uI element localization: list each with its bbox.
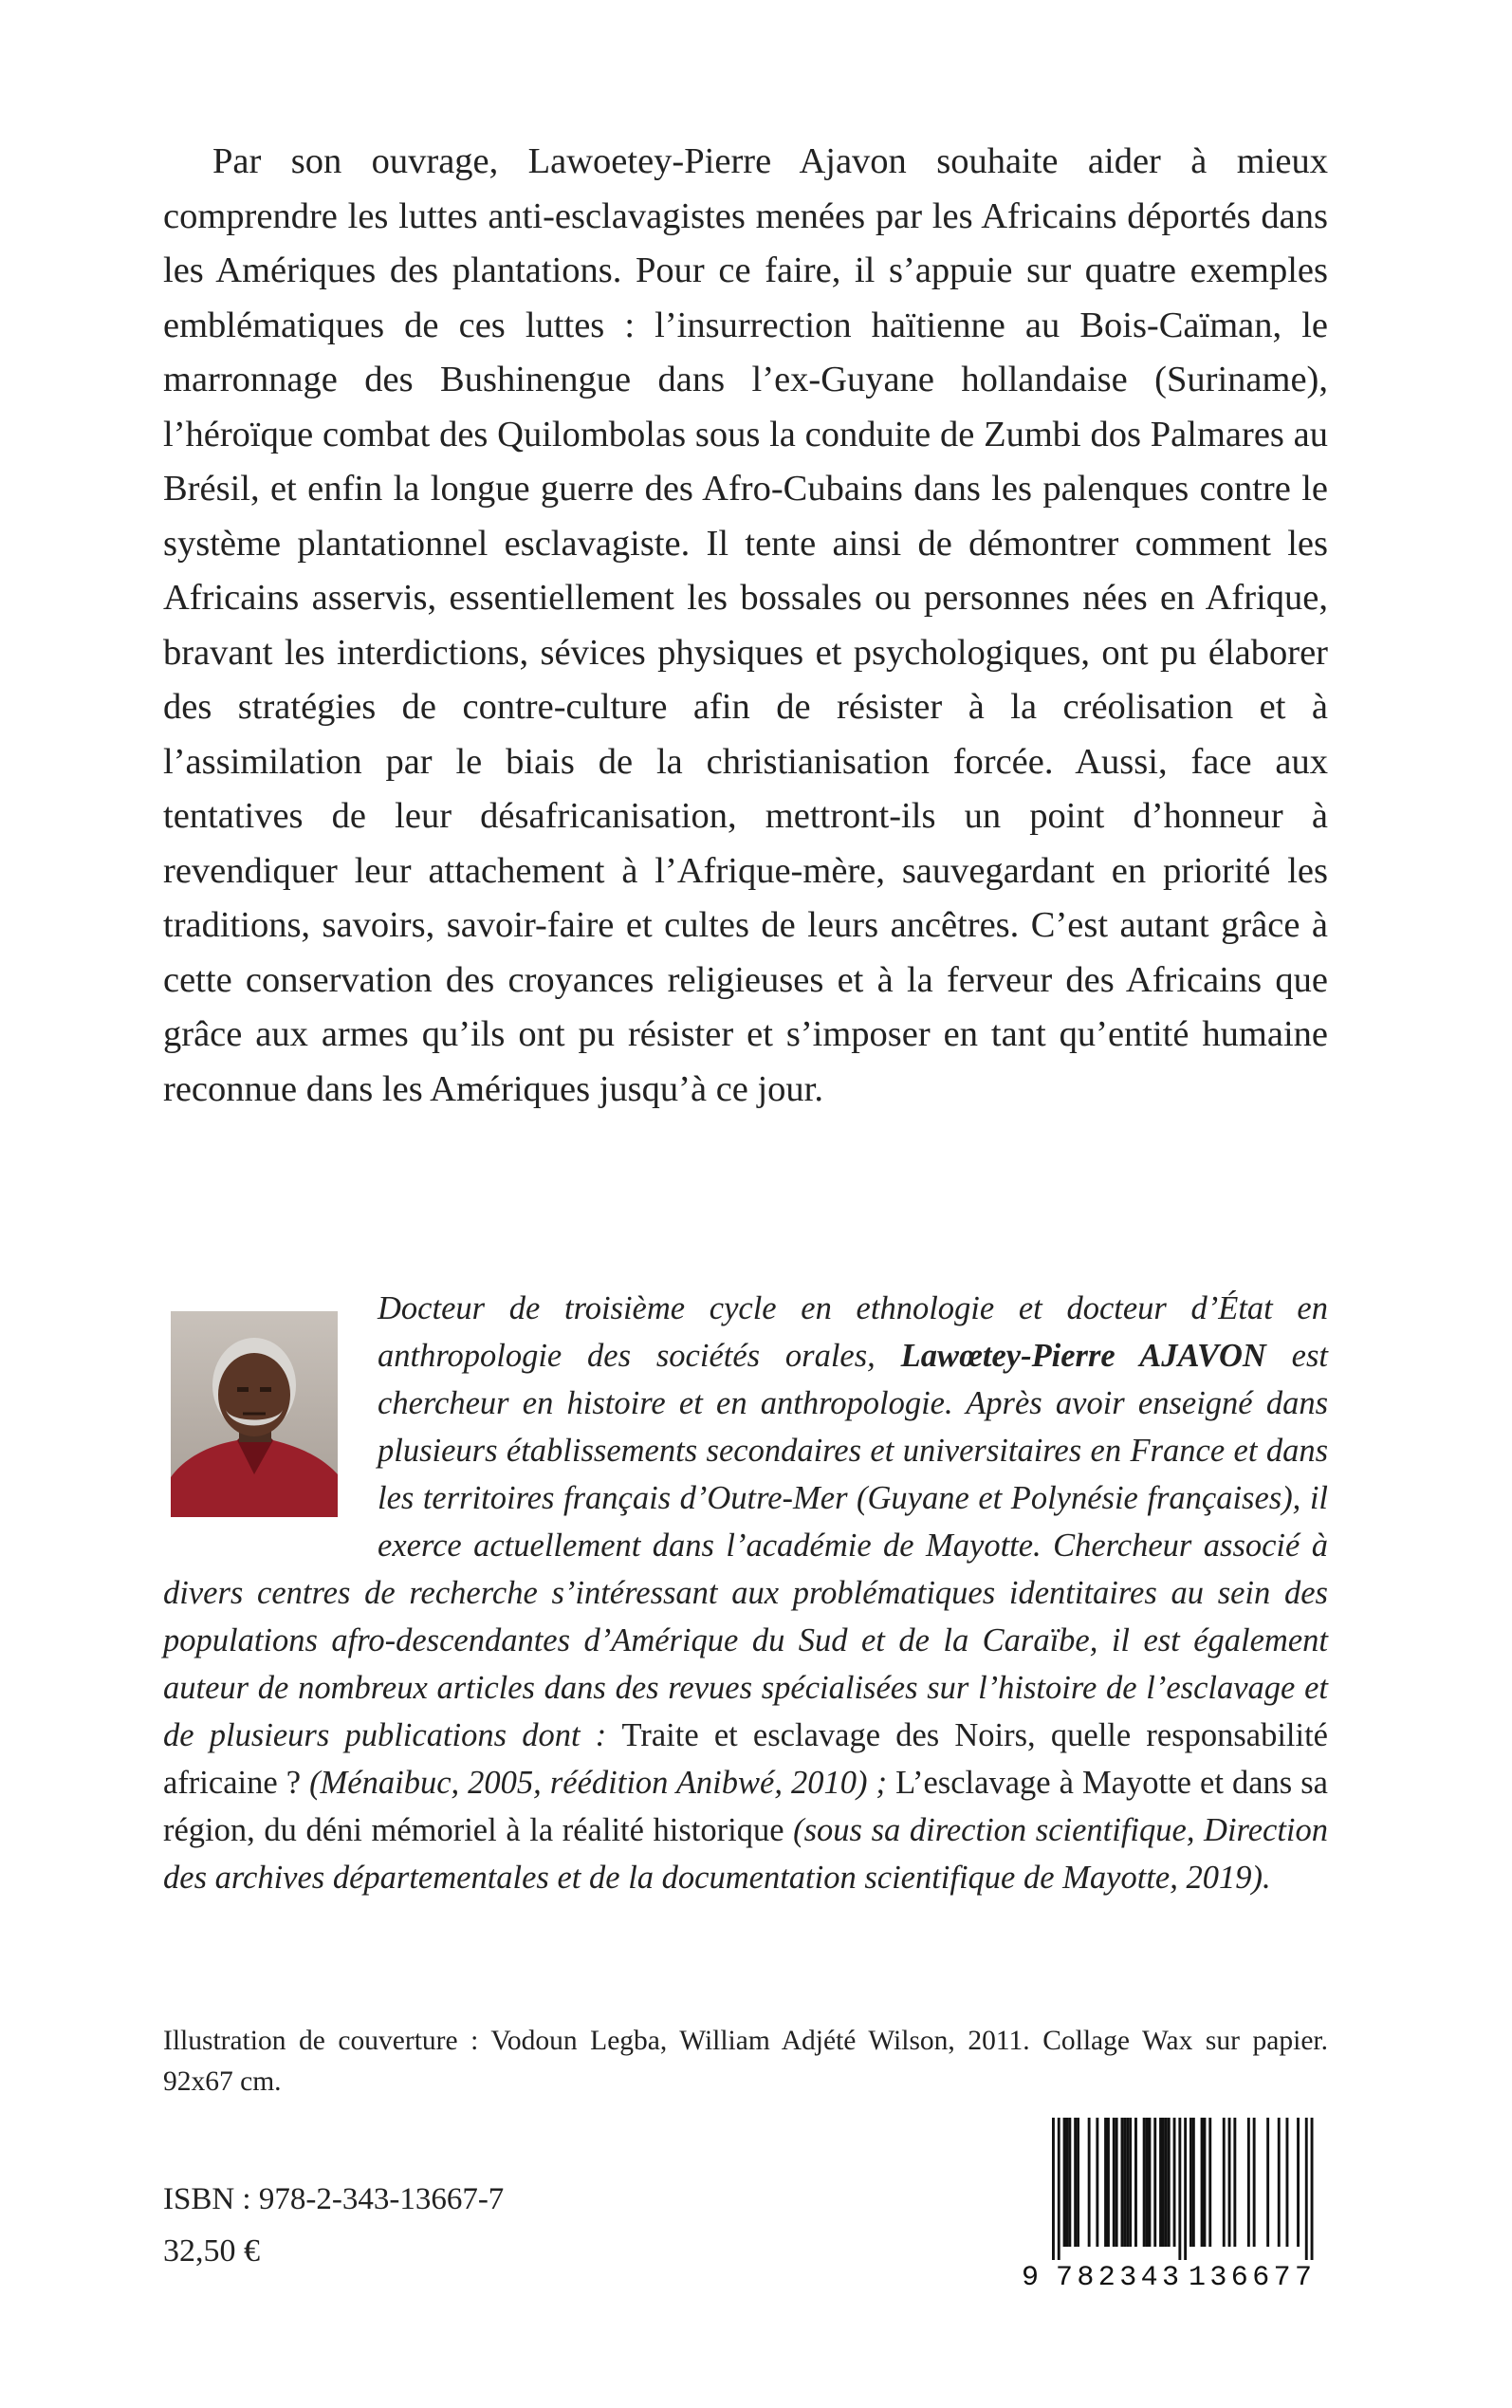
barcode-bar [1107, 2118, 1110, 2247]
book-details-2: (sous sa direction scientifique, Direction des archives départementales et de la documentation scientifique de Mayotte, 2019). [163, 1812, 1328, 1896]
barcode-bar [1297, 2118, 1300, 2247]
barcode-bar [1305, 2118, 1308, 2260]
barcode-bar [1126, 2118, 1129, 2247]
book-title-1: Traite et esclavage des Noirs, quelle responsabilité africaine ? [163, 1717, 1328, 1801]
author-portrait-image [171, 1311, 338, 1517]
barcode-bar [1228, 2118, 1231, 2247]
barcode-bar [1223, 2118, 1226, 2247]
price: 32,50 € [163, 2233, 260, 2269]
barcode-bar [1116, 2118, 1118, 2247]
barcode-first-digit: 9 [1022, 2262, 1040, 2292]
barcode-left-digits: 782343 [1056, 2262, 1179, 2292]
barcode-bar [1208, 2118, 1211, 2247]
author-name: Lawœtey-Pierre AJAVON [900, 1338, 1266, 1374]
barcode-bar [1184, 2118, 1187, 2260]
barcode-bar [1311, 2118, 1314, 2260]
barcode-bar [1168, 2118, 1171, 2247]
barcode-bar [1063, 2118, 1066, 2247]
barcode-bar [1077, 2118, 1079, 2247]
barcode-bar [1149, 2118, 1152, 2247]
barcode-bar [1058, 2118, 1060, 2260]
barcode-bar [1178, 2118, 1181, 2260]
barcode-bar [1189, 2118, 1192, 2247]
barcode-bar [1074, 2118, 1077, 2247]
barcode-bar [1247, 2118, 1250, 2247]
barcode-right-digits: 136677 [1189, 2262, 1312, 2292]
barcode-bar [1266, 2118, 1269, 2247]
author-photo [171, 1311, 338, 1517]
barcode-bar [1123, 2118, 1126, 2247]
barcode-bar [1143, 2118, 1146, 2247]
barcode-bar [1121, 2118, 1124, 2247]
author-bio [163, 1285, 1328, 1901]
barcode-bar [1066, 2118, 1069, 2247]
barcode-bar [1104, 2118, 1107, 2247]
barcode-bar [1165, 2118, 1168, 2247]
barcode-bar [1173, 2118, 1176, 2247]
barcode-bar [1129, 2118, 1132, 2247]
barcode-bar [1146, 2118, 1149, 2247]
barcode-bar [1286, 2118, 1289, 2247]
barcode-bar [1096, 2118, 1098, 2247]
barcode-bar [1162, 2118, 1165, 2247]
barcode-bar [1204, 2118, 1207, 2247]
barcode-bar [1088, 2118, 1091, 2247]
barcode-bar [1192, 2118, 1195, 2247]
barcode-bar [1233, 2118, 1236, 2247]
author-bio-career: est chercheur en histoire et en anthropologie. Après avoir enseigné dans plusieurs établissements secondaires et universitaires en France et dans les territoires français d’Outre-Mer (Guyane et Polynésie françaises), il exerce actuellement dans l’académie de Mayotte. Chercheur associé à divers centres de recherche s’intéressant aux problématiques identitaires au sein des populations afro-descendantes d’Amérique du Sud et de la Caraïbe, il est également auteur de nombreux articles dans des revues spécialisées sur l’histoire de l’esclavage et de plusieurs publications dont : [163, 1338, 1329, 1753]
barcode-bar [1052, 2118, 1055, 2260]
cover-illustration-credit: Illustration de couverture : Vodoun Legba, William Adjété Wilson, 2011. Collage Wax sur papier. 92x67 cm. [163, 2026, 1328, 2097]
book-summary: Par son ouvrage, Lawoetey-Pierre Ajavon souhaite aider à mieux comprendre les luttes anti-esclavagistes menées par les Africains déportés dans les Amériques des plantations. Pour ce faire, il s’appuie sur quatre exemples emblématiques de ces luttes : l’insurrection haïtienne au Bois-Caïman, le marronnage des Bushinengue dans l’ex-Guyane hollandaise (Suriname), l’héroïque combat des Quilombolas sous la conduite de Zumbi dos Palmares au Brésil, et enfin la longue guerre des Afro-Cubains dans les palenques contre le système plantationnel esclavagiste. Il tente ainsi de démontrer comment les Africains asservis, essentiellement les bossales ou personnes nées en Afrique, bravant les interdictions, sévices physiques et psychologiques, ont pu élaborer des stratégies de contre-culture afin de résister à la créolisation et à l’assimilation par le biais de la christianisation forcée. Aussi, face aux tentatives de leur désafricanisation, mettront-ils un point d’honneur à revendiquer leur attachement à l’Afrique-mère, sauvegardant en priorité les traditions, savoirs, savoir-faire et cultes de leurs ancêtres. C’est autant grâce à cette conservation des croyances religieuses et à la ferveur des Africains que grâce aux armes qu’ils ont pu résister et s’imposer en tant qu’entité humaine reconnue dans les Amériques jusqu’à ce jour. [163, 141, 1328, 1109]
barcode-bar [1153, 2118, 1156, 2247]
barcode-bar [1113, 2118, 1116, 2247]
barcode-bar [1201, 2118, 1204, 2247]
book-details-1: (Ménaibuc, 2005, réédition Anibwé, 2010) ; [301, 1765, 896, 1801]
isbn: ISBN : 978-2-343-13667-7 [163, 2182, 505, 2216]
barcode-bar [1253, 2118, 1256, 2247]
ean13-barcode [1012, 2112, 1335, 2292]
barcode-bar [1134, 2118, 1137, 2247]
author-bio-intro: Docteur de troisième cycle en ethnologie et docteur d’État en anthropologie des sociétés orales, [378, 1290, 1328, 1374]
barcode-bar [1278, 2118, 1281, 2247]
barcode-bar [1159, 2118, 1162, 2247]
book-title-2: L’esclavage à Mayotte et dans sa région, du déni mémoriel à la réalité historique [163, 1765, 1328, 1848]
barcode-bar [1068, 2118, 1071, 2247]
